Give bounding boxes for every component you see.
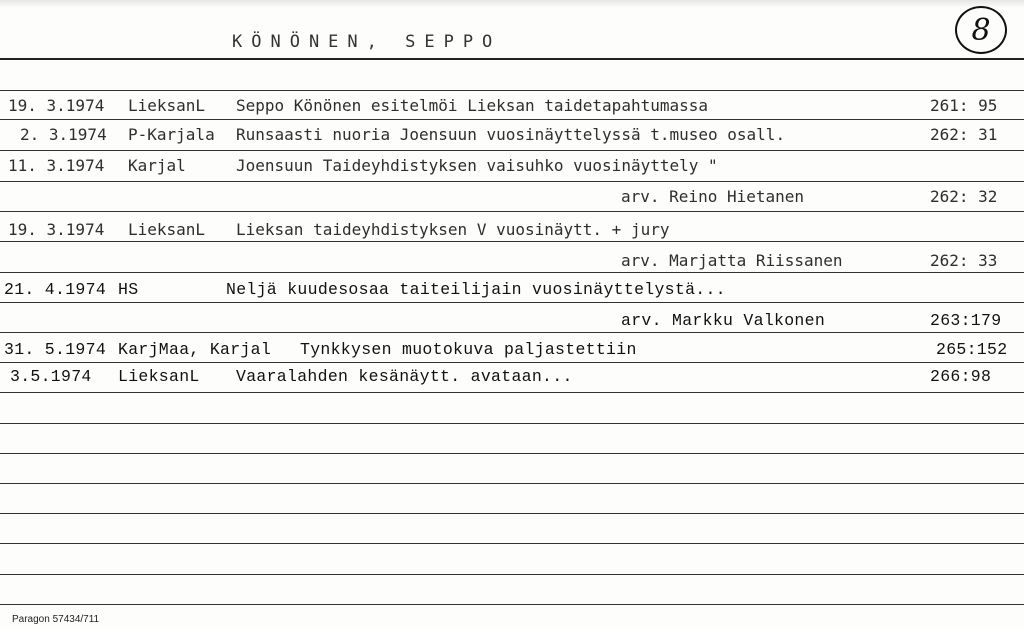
entry-date: 3.5.1974 <box>10 367 92 386</box>
entry-reference: 265:152 <box>936 340 1008 359</box>
top-edge-shadow <box>0 0 1024 8</box>
entry-reviewer: arv. Reino Hietanen <box>621 187 805 206</box>
entry-headline: Runsaasti nuoria Joensuun vuosinäyttelyssä t.museo osall. <box>236 125 786 144</box>
ruled-line <box>0 211 1024 212</box>
entry-reference: 262: 31 <box>930 125 998 144</box>
ruled-line <box>0 181 1024 182</box>
entry-date: 19. 3.1974 <box>8 96 105 115</box>
entry-source: LieksanL <box>128 220 206 239</box>
card-number-circle <box>955 6 1007 54</box>
entry-reference: 262: 32 <box>930 187 998 206</box>
ruled-line <box>0 423 1024 424</box>
ruled-line <box>0 332 1024 333</box>
printer-imprint: Paragon 57434/711 <box>12 614 100 625</box>
entry-headline: Joensuun Taideyhdistyksen vaisuhko vuosinäyttely " <box>236 156 718 175</box>
entry-reference: 266:98 <box>930 367 992 386</box>
ruled-line <box>0 453 1024 454</box>
entry-source: HS <box>118 280 139 299</box>
entry-date: 19. 3.1974 <box>8 220 105 239</box>
header-rule <box>0 58 1024 60</box>
ruled-line <box>0 392 1024 393</box>
entry-date: 11. 3.1974 <box>8 156 105 175</box>
card-number: 8 <box>971 12 991 48</box>
ruled-line <box>0 513 1024 514</box>
entry-reviewer: arv. Markku Valkonen <box>621 311 826 330</box>
entry-reviewer: arv. Marjatta Riissanen <box>621 251 843 270</box>
ruled-line <box>0 90 1024 91</box>
ruled-line <box>0 272 1024 273</box>
entry-headline: Tynkkysen muotokuva paljastettiin <box>300 340 637 359</box>
entry-headline: Seppo Könönen esitelmöi Lieksan taidetapahtumassa <box>236 96 709 115</box>
entry-reference: 261: 95 <box>930 96 998 115</box>
entry-reference: 263:179 <box>930 311 1002 330</box>
ruled-line <box>0 483 1024 484</box>
entry-source: P-Karjala <box>128 125 215 144</box>
ruled-line <box>0 574 1024 575</box>
ruled-line <box>0 302 1024 303</box>
entry-headline: Lieksan taideyhdistyksen V vuosinäytt. + jury <box>236 220 670 239</box>
ruled-line <box>0 362 1024 363</box>
ruled-line <box>0 119 1024 120</box>
entry-date: 21. 4.1974 <box>4 280 107 299</box>
entry-source: KarjMaa, Karjal <box>118 340 272 359</box>
ruled-line <box>0 604 1024 605</box>
ruled-line <box>0 150 1024 151</box>
entry-headline: Vaaralahden kesänäytt. avataan... <box>236 367 573 386</box>
entry-source: Karjal <box>128 156 186 175</box>
ruled-line <box>0 543 1024 544</box>
card-title: KÖNÖNEN, SEPPO <box>232 32 502 52</box>
entry-source: LieksanL <box>118 367 200 386</box>
entry-headline: Neljä kuudesosaa taiteilijain vuosinäyttelystä... <box>226 280 726 299</box>
entry-source: LieksanL <box>128 96 206 115</box>
entry-reference: 262: 33 <box>930 251 998 270</box>
entry-date: 31. 5.1974 <box>4 340 107 359</box>
ruled-line <box>0 241 1024 242</box>
entry-date: 2. 3.1974 <box>20 125 107 144</box>
